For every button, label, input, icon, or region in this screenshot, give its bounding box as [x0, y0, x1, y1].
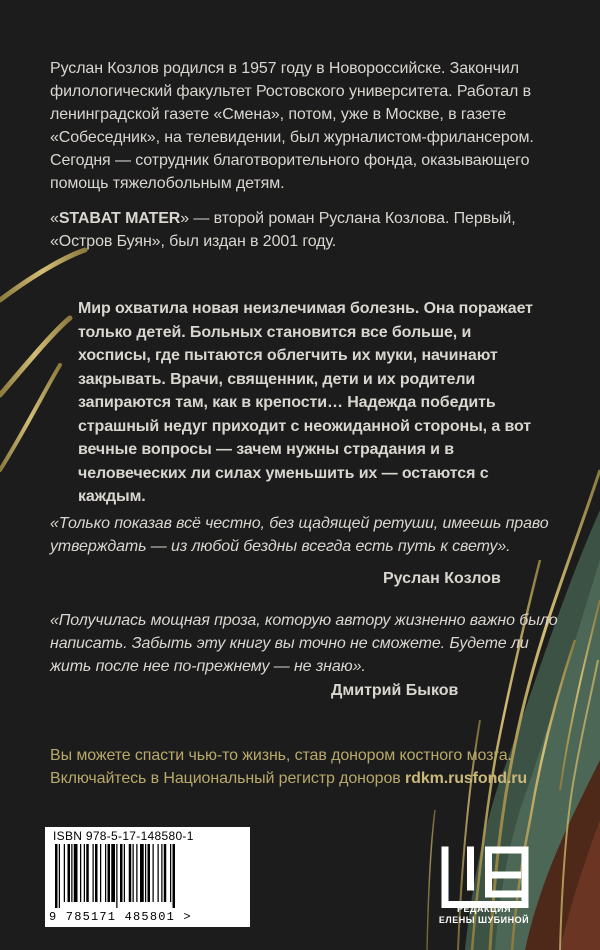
gold-stroke — [427, 810, 435, 950]
barcode-block — [45, 827, 250, 927]
bio-paragraph-second: «STABAT MATER» — второй роман Руслана Козлова. Первый, «Остров Буян», был издан в 2001 году. — [50, 210, 516, 250]
quote-bykov: «Получилась мощная проза, которую автору жизненно важно было написать. Забыть эту книгу вы точно не сможете. Будете ли жить после нее по-прежнему — не знаю». — [50, 612, 558, 675]
barcode-icon — [53, 844, 243, 908]
quote-attribution: Дмитрий Быков — [331, 682, 459, 699]
isbn-number: ISBN 978-5-17-148580-1 — [53, 829, 194, 843]
author-bio — [50, 57, 560, 265]
quote-author: «Только показав всё честно, без щадящей ретуши, имеешь право утверждать — из любой бездны всегда есть путь к свету». — [50, 515, 549, 555]
publisher-name: РЕДАКЦИЯ ЕЛЕНЫ ШУБИНОЙ — [438, 904, 530, 925]
book-blurb: Мир охватила новая неизлечимая болезнь. Она поражает только детей. Больных становится все больше, и хосписы, где пытаются облегчить их муки, начинают закрывать. Врачи, священник, дети и их родители запираются там, как в крепости… Надежда победить страшный недуг приходит с неожиданной стороны, а вот вечные вопросы — зачем нужны страдания и в человеческих ли силах уменьшить их — остаются с каждым. — [78, 300, 533, 505]
gold-stroke — [0, 318, 70, 395]
donor-appeal: Вы можете спасти чью-то жизнь, став донором костного мозга. Включайтесь в Национальный регистр доноров rdkm.rusfond.ru — [50, 747, 528, 787]
novel-title: STABAT MATER — [58, 210, 181, 227]
bio-paragraph: Руслан Козлов родился в 1957 году в Новороссийске. Закончил филологический факультет Ростовского университета. Работал в ленинградской газете «Смена», потом, уже в Москве, в газете «Собеседник», на телевидении, был журналистом-фрилансером. Сегодня — сотрудник благотворительного фонда, оказывающего помощь тяжелобольным детям. — [50, 60, 534, 192]
barcode-digits: 9 785171 485801 > — [49, 910, 192, 924]
quote-attribution: Руслан Козлов — [383, 570, 501, 587]
donor-registry-link[interactable]: rdkm.rusfond.ru — [405, 770, 528, 787]
